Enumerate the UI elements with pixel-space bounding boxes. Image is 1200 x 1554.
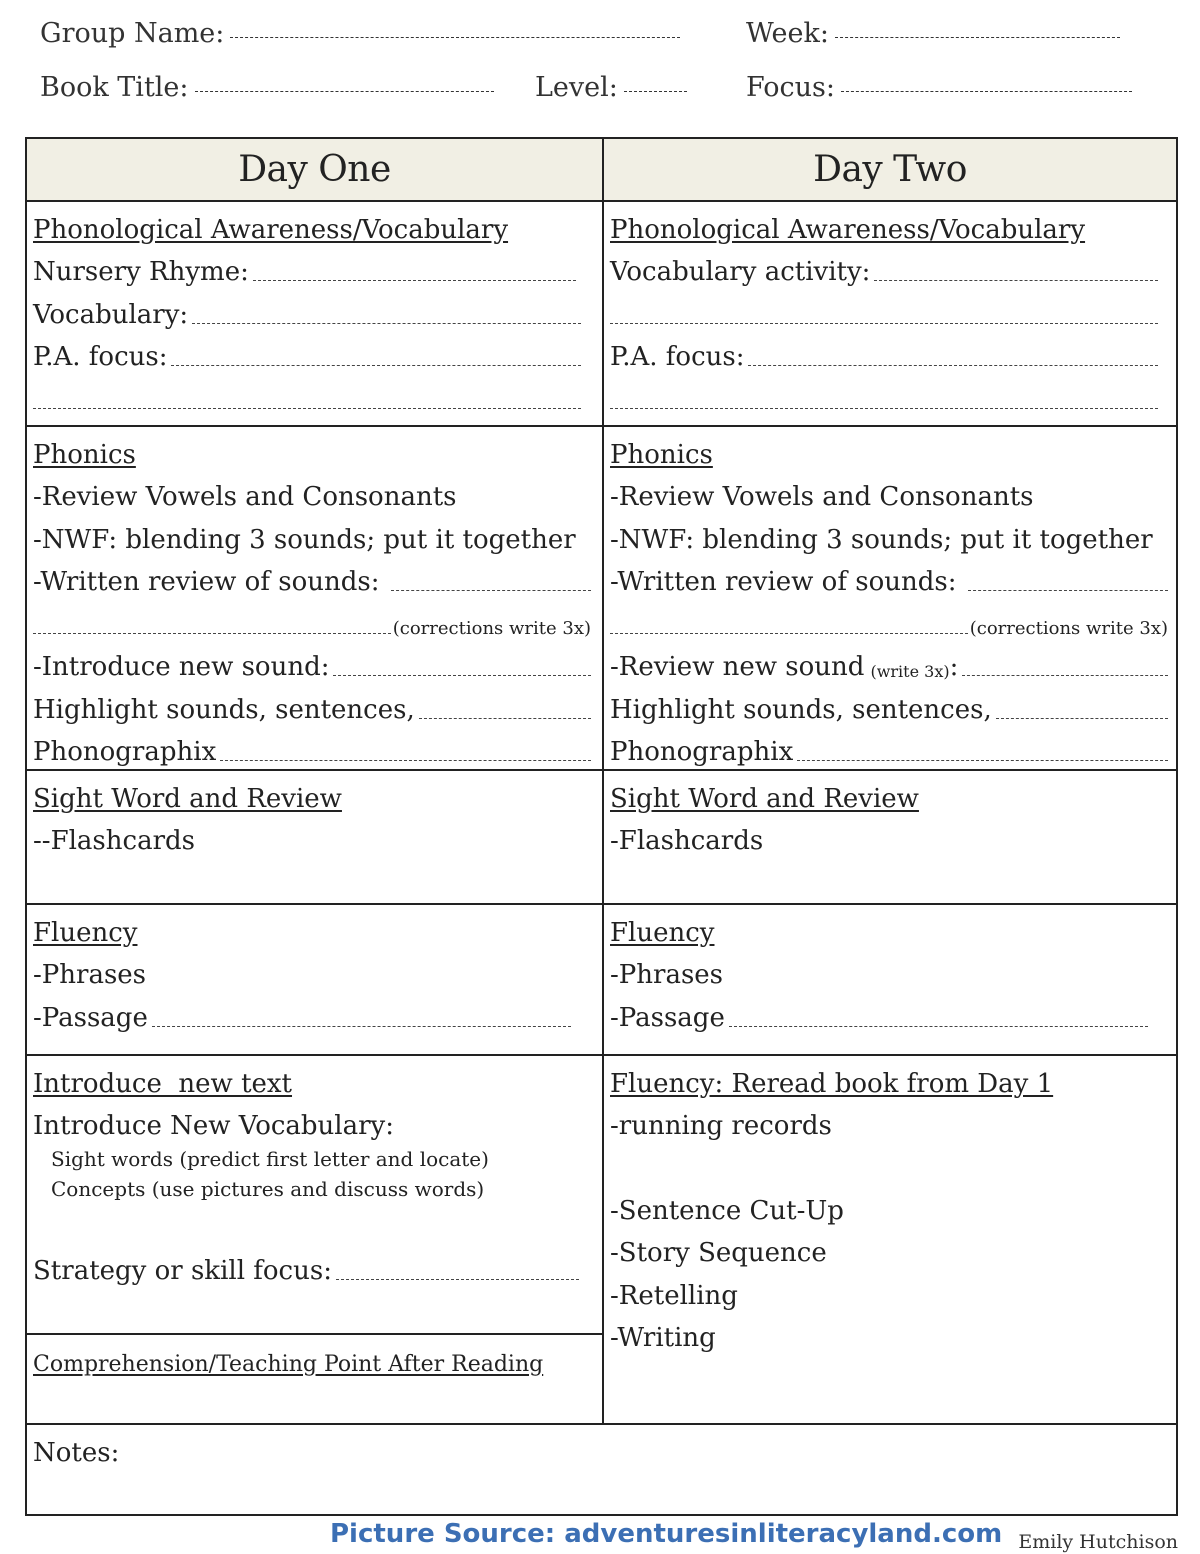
picture-source: Picture Source: adventuresinliteracyland.com — [330, 1519, 1003, 1549]
blank-line[interactable] — [610, 376, 1158, 419]
day-two-fluency-cell — [604, 905, 1154, 1037]
strategy-field[interactable]: Strategy or skill focus: — [33, 1247, 579, 1290]
day-two-phonological-cell — [604, 202, 1164, 419]
level-field[interactable] — [535, 72, 687, 103]
author-credit: Emily Hutchison — [1018, 1531, 1178, 1553]
day-one-comprehension-cell — [27, 1335, 597, 1382]
flashcards-item: --Flashcards — [33, 826, 195, 856]
phonics-item: -Review Vowels and Consonants — [610, 482, 1034, 512]
book-title-line[interactable] — [195, 90, 495, 92]
section-title: Sight Word and Review — [33, 783, 342, 814]
phonics-item: -NWF: blending 3 sounds; put it together — [33, 524, 576, 555]
focus-field[interactable] — [746, 72, 1132, 103]
notes-label: Notes: — [33, 1437, 120, 1468]
level-label: Level: — [535, 72, 618, 103]
day-one-sight-word-cell — [27, 771, 587, 860]
section-title: Introduce new text — [33, 1068, 293, 1099]
book-title-label: Book Title: — [40, 72, 189, 103]
corrections-line[interactable]: (corrections write 3x) — [610, 601, 1168, 644]
group-name-line[interactable] — [230, 36, 680, 38]
vocab-activity-field[interactable]: Vocabulary activity: — [610, 249, 1158, 292]
section-title: Phonics — [33, 439, 136, 470]
corrections-line[interactable]: (corrections write 3x) — [33, 601, 591, 644]
phonics-item: -Review Vowels and Consonants — [33, 482, 457, 512]
new-vocab-label: Introduce New Vocabulary: — [33, 1111, 394, 1141]
week-label: Week: — [746, 18, 829, 49]
day-two-phonics-cell — [604, 427, 1174, 771]
section-title: Comprehension/Teaching Point After Reading — [33, 1351, 544, 1377]
week-field[interactable] — [746, 18, 1120, 49]
phonographix-field[interactable]: Phonographix — [33, 729, 591, 772]
group-name-field[interactable] — [40, 18, 680, 49]
written-review-field[interactable]: -Written review of sounds: — [610, 559, 1168, 602]
group-name-label: Group Name: — [40, 18, 225, 49]
phonographix-field[interactable]: Phonographix — [610, 729, 1168, 772]
pa-focus-field[interactable]: P.A. focus: — [33, 334, 581, 377]
highlight-field[interactable]: Highlight sounds, sentences, — [610, 686, 1168, 729]
day-two-header: Day Two — [604, 139, 1176, 202]
blank-line[interactable] — [610, 291, 1158, 334]
nursery-rhyme-field[interactable]: Nursery Rhyme: — [33, 249, 581, 292]
story-sequence-item: -Story Sequence — [610, 1238, 827, 1268]
lesson-plan-table — [25, 137, 1178, 1516]
passage-field[interactable]: -Passage — [33, 994, 571, 1037]
phonics-item: -NWF: blending 3 sounds; put it together — [610, 524, 1153, 555]
highlight-field[interactable]: Highlight sounds, sentences, — [33, 686, 591, 729]
phrases-item: -Phrases — [33, 960, 147, 990]
day-two-reread-cell — [604, 1056, 1164, 1357]
day-one-phonics-cell — [27, 427, 597, 771]
passage-field[interactable]: -Passage — [610, 994, 1148, 1037]
pa-focus-field[interactable]: P.A. focus: — [610, 334, 1158, 377]
blank-line[interactable] — [33, 376, 581, 419]
section-title: Phonics — [610, 439, 713, 470]
writing-item: -Writing — [610, 1323, 716, 1353]
day-one-phonological-cell — [27, 202, 587, 419]
sentence-cut-up-item: -Sentence Cut-Up — [610, 1195, 844, 1226]
vocabulary-field[interactable]: Vocabulary: — [33, 291, 581, 334]
section-title: Fluency — [610, 917, 715, 948]
book-title-field[interactable] — [40, 72, 494, 103]
running-records-item: -running records — [610, 1111, 832, 1141]
section-title: Phonological Awareness/Vocabulary — [610, 214, 1086, 245]
notes-cell[interactable] — [27, 1425, 1176, 1472]
section-title: Fluency — [33, 917, 138, 948]
section-title: Sight Word and Review — [610, 783, 919, 814]
level-line[interactable] — [624, 90, 687, 92]
day-two-sight-word-cell — [604, 771, 1164, 860]
section-title: Fluency: Reread book from Day 1 — [610, 1068, 1054, 1099]
concepts-note: Concepts (use pictures and discuss words) — [51, 1177, 485, 1201]
sight-words-note: Sight words (predict first letter and locate) — [51, 1147, 489, 1171]
day-one-header: Day One — [27, 139, 602, 202]
written-review-field[interactable]: -Written review of sounds: — [33, 559, 591, 602]
section-title: Phonological Awareness/Vocabulary — [33, 214, 509, 245]
review-sound-field[interactable]: -Review new sound (write 3x) : — [610, 644, 1168, 687]
focus-label: Focus: — [746, 72, 835, 103]
flashcards-item: -Flashcards — [610, 826, 764, 856]
phrases-item: -Phrases — [610, 960, 724, 990]
focus-line[interactable] — [841, 90, 1132, 92]
week-line[interactable] — [835, 36, 1120, 38]
day-one-fluency-cell — [27, 905, 577, 1037]
day-one-new-text-cell — [27, 1056, 585, 1290]
retelling-item: -Retelling — [610, 1280, 738, 1311]
introduce-sound-field[interactable]: -Introduce new sound: — [33, 644, 591, 687]
